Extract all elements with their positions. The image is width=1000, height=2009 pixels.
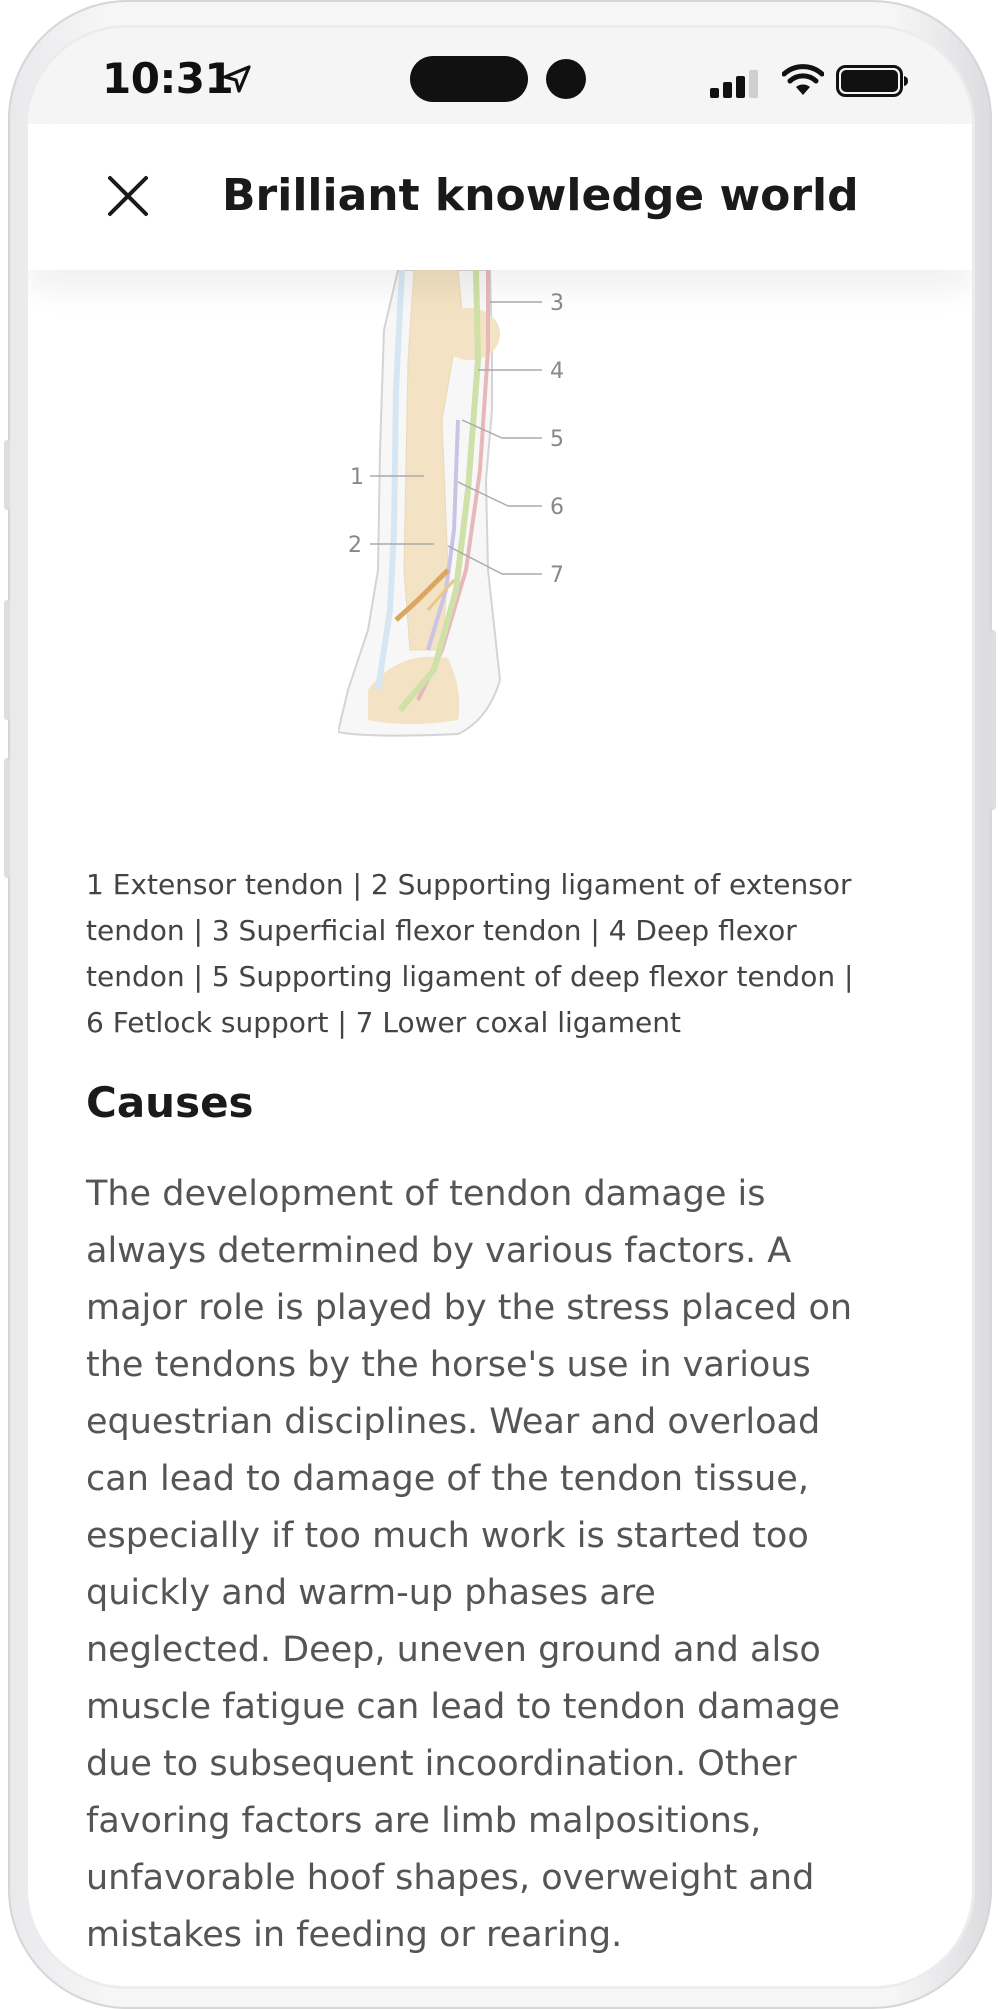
dynamic-island <box>410 56 528 102</box>
front-camera <box>546 59 586 99</box>
article-content <box>28 270 972 1986</box>
diagram-label-1: 1 <box>350 465 364 490</box>
screen <box>28 28 972 1986</box>
diagram-label-4: 4 <box>550 359 564 384</box>
volume-down-button <box>4 758 10 878</box>
app-header <box>28 124 972 270</box>
diagram-label-5: 5 <box>550 427 564 452</box>
location-arrow-icon <box>222 64 252 94</box>
section-body: The development of tendon damage is always determined by various factors. A major role is played by the stress placed on the tendons by the horse's use in various equestrian disciplines. Wear and overload can lead to damage of the tendon tissue, especially if too much work is started too quickly and warm-up phases are neglected. Deep, uneven ground and also muscle fatigue can lead to tendon damage due to subsequent incoordination. Other favoring factors are limb malpositions, unfavorable hoof shapes, overweight and mistakes in feeding or rearing. <box>86 1174 853 1955</box>
horse-leg-tendon-diagram <box>338 270 668 770</box>
diagram-label-3: 3 <box>550 291 564 316</box>
wifi-icon <box>782 64 824 96</box>
close-button[interactable] <box>96 164 160 228</box>
status-bar <box>28 28 972 124</box>
volume-up-button <box>4 600 10 720</box>
cellular-signal-icon <box>708 70 766 98</box>
section-heading: Causes <box>86 1078 254 1127</box>
power-button <box>990 630 996 810</box>
diagram-label-6: 6 <box>550 495 564 520</box>
status-time: 10:31 <box>102 54 234 103</box>
diagram-label-7: 7 <box>550 563 564 588</box>
action-button <box>4 440 10 510</box>
fetlock-joint <box>440 308 500 360</box>
close-icon <box>104 172 152 220</box>
battery-icon <box>836 65 910 97</box>
diagram-label-2: 2 <box>348 533 362 558</box>
page-title: Brilliant knowledge world <box>222 170 859 221</box>
diagram-caption: 1 Extensor tendon | 2 Supporting ligament of extensor tendon | 3 Superficial flexor tendon | 4 Deep flexor tendon | 5 Supporting ligament of deep flexor tendon | 6 Fetlock support | 7 Lower coxal ligament <box>86 868 854 1039</box>
